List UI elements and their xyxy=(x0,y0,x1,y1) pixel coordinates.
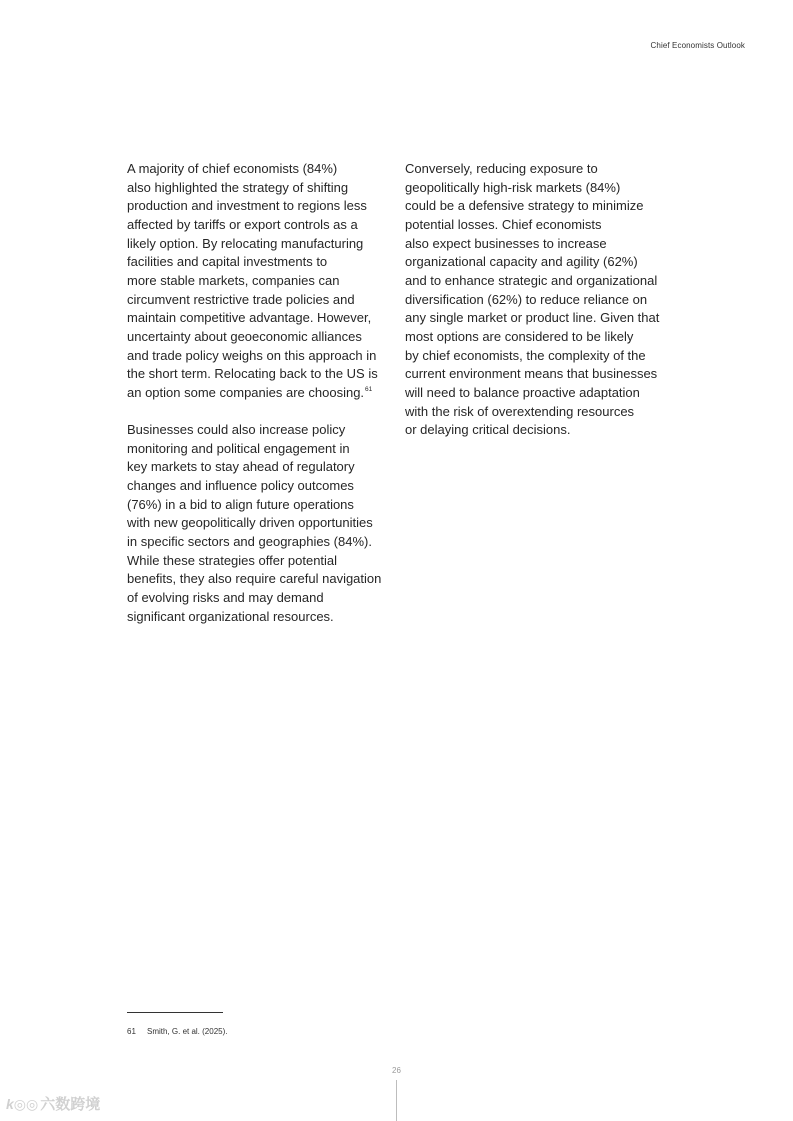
text-line: changes and influence policy outcomes xyxy=(127,478,354,494)
text-line: organizational capacity and agility (62%) xyxy=(405,254,638,270)
text-line-content: an option some companies are choosing. xyxy=(127,384,365,400)
text-line: diversification (62%) to reduce reliance on xyxy=(405,291,648,307)
text-line: likely option. By relocating manufacturing xyxy=(127,235,364,251)
running-header: Chief Economists Outlook xyxy=(650,41,745,50)
watermark xyxy=(6,1093,100,1114)
watermark-text: 六数跨境 xyxy=(40,1096,101,1113)
footnote-reference[interactable]: 61 xyxy=(365,385,373,393)
text-line: and trade policy weighs on this approach in xyxy=(127,347,377,363)
text-line: uncertainty about geoeconomic alliances xyxy=(127,328,362,344)
text-line: or delaying critical decisions. xyxy=(405,422,571,438)
text-line: maintain competitive advantage. However, xyxy=(127,310,372,326)
text-line: with the risk of overextending resources xyxy=(405,403,635,419)
text-line: significant organizational resources. xyxy=(127,608,334,624)
text-line: facilities and capital investments to xyxy=(127,254,328,270)
footnote-number: 61 xyxy=(127,1027,136,1036)
text-line: could be a defensive strategy to minimize xyxy=(405,198,644,214)
text-line: current environment means that businesses xyxy=(405,366,658,382)
text-line: by chief economists, the complexity of the xyxy=(405,347,646,363)
text-line: will need to balance proactive adaptation xyxy=(405,384,640,400)
right-column xyxy=(405,160,675,440)
paragraph-relocation xyxy=(127,160,392,403)
page-number-rule xyxy=(396,1080,397,1121)
text-line: Conversely, reducing exposure to xyxy=(405,161,598,176)
text-line: circumvent restrictive trade policies and xyxy=(127,291,355,307)
paragraph-policy-monitoring xyxy=(127,421,392,626)
text-line: the short term. Relocating back to the US is xyxy=(127,366,378,382)
text-line: of evolving risks and may demand xyxy=(127,590,324,606)
text-line: also highlighted the strategy of shifting xyxy=(127,179,349,195)
text-line: Businesses could also increase policy xyxy=(127,422,346,438)
text-line: (76%) in a bid to align future operations xyxy=(127,496,354,512)
text-line: most options are considered to be likely xyxy=(405,328,634,344)
text-line: also expect businesses to increase xyxy=(405,235,607,251)
text-line: in specific sectors and geographies (84%). xyxy=(127,534,372,550)
left-column xyxy=(127,160,392,626)
watermark-logo-icon: k◎◎ xyxy=(6,1096,39,1112)
text-line: While these strategies offer potential xyxy=(127,552,338,568)
paragraph-spacer xyxy=(127,403,392,422)
text-line: and to enhance strategic and organizational xyxy=(405,272,658,288)
footnote-text: Smith, G. et al. (2025). xyxy=(147,1027,228,1036)
text-line: any single market or product line. Given that xyxy=(405,310,660,326)
text-line: key markets to stay ahead of regulatory xyxy=(127,459,355,475)
text-line: geopolitically high-risk markets (84%) xyxy=(405,179,621,195)
footnote xyxy=(127,1027,227,1036)
footnote-divider xyxy=(127,1012,223,1013)
text-line: potential losses. Chief economists xyxy=(405,216,602,232)
text-line: A majority of chief economists (84%) xyxy=(127,161,338,176)
text-line: more stable markets, companies can xyxy=(127,272,340,288)
text-line: production and investment to regions less xyxy=(127,198,367,214)
text-line: affected by tariffs or export controls as a xyxy=(127,216,358,232)
text-line xyxy=(127,384,392,403)
page-number: 26 xyxy=(392,1066,401,1075)
text-line: monitoring and political engagement in xyxy=(127,440,350,456)
paragraph-risk-reduction xyxy=(405,160,675,440)
text-line: with new geopolitically driven opportunities xyxy=(127,515,373,531)
text-line: benefits, they also require careful navigation xyxy=(127,571,382,587)
